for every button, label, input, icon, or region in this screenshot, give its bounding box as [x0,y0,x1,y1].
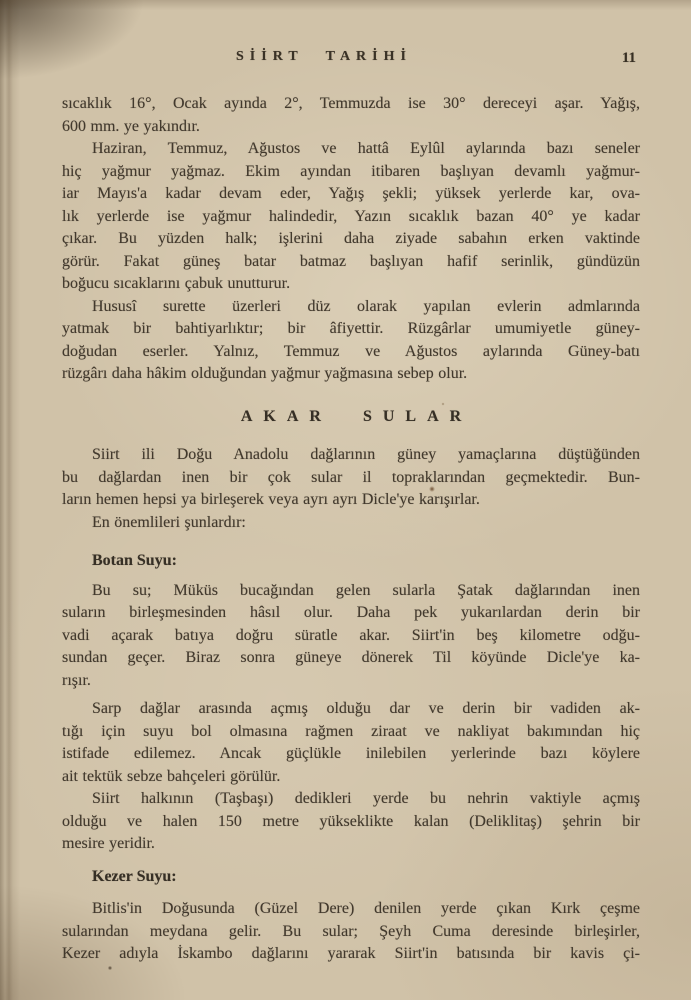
text-line: bu dağlardan inen bir çok sular il topraklarından geçmektedir. Bun- [62,468,640,486]
text-line: Siirt ili Doğu Anadolu dağlarının güney yamaçlarına düştüğünden [92,446,640,463]
text-line: iar Mayıs'a kadar devam eder, Yağış şekli; yüksek yerlerde kar, ova- [62,185,640,202]
text-line: görür. Fakat güneş batar batmaz başlıyan hafif serinlik, gündüzün [62,252,640,270]
text-line: rışır. [62,671,91,689]
text-line: doğudan eserler. Yalnız, Temmuz ve Ağustos aylarında Güney-batı [62,342,640,360]
text-line: Hususî surette üzerleri düz olarak yapılan evlerin admlarında [92,297,640,315]
text-line: Bitlis'in Doğusunda (Güzel Dere) denilen yerde çıkan Kırk çeşme [92,900,640,917]
text-line: ların hemen hepsi ya birleşerek veya ayrı ayrı Dicle'ye karışırlar. [62,491,480,508]
text-line: sıcaklık 16°, Ocak ayında 2°, Temmuzda ise 30° dereceyi aşar. Yağış, [62,95,640,112]
paragraph-botan-course [62,580,640,693]
text-line: mesire yeridir. [62,835,155,852]
text-line: boğucu sıcaklarını çabuk unutturur. [62,275,291,292]
text-line: tığı için suyu bol olmasına rağmen ziraat ve nakliyat bakımından hiç [62,722,640,740]
paragraph-climate-continuation [62,93,640,138]
paragraph-tasbasi [62,788,640,856]
paragraph-summer-rain [62,138,640,296]
text-line: yatmak bir bahtiyarlıktır; bir âfiyettir. Rüzgârlar umumiyetle güney- [62,320,640,337]
text-line: Sarp dağlar arasında açmış olduğu dar ve derin bir vadiden ak- [92,700,640,717]
paragraph-botan-valley [62,698,640,788]
running-header-title: SİİRT TARİHİ [236,49,412,64]
subsection-heading-botan-suyu: Botan Suyu: [92,552,177,569]
text-line: olduğu ve halen 150 metre yükseklikte kalan (Deliklitaş) şehrin bir [62,812,640,830]
text-line: Siirt halkının (Taşbaşı) dedikleri yerde bu nehrin vaktiyle açmış [92,790,640,807]
text-line: çıkar. Bu yüzden halk; işlerini daha ziyade sabahın erken vaktinde [62,230,640,247]
page-body-text [62,93,640,966]
paragraph-kezer-source [62,898,640,966]
running-header [62,49,640,71]
text-line: hiç yağmur yağmaz. Ekim ayından itibaren başlıyan devamlı yağmur- [62,162,640,180]
text-line: vadi açarak batıya doğru süratle akar. Siirt'in beş kilometre odğu- [62,626,640,644]
paragraph-most-important [62,512,640,535]
text-line: Haziran, Temmuz, Ağustos ve hattâ Eylûl aylarında bazı seneler [92,140,640,157]
text-line: rüzgârı daha hâkim olduğundan yağmur yağmasına sebep olur. [62,365,468,382]
page-number: 11 [621,50,636,66]
text-line: 600 mm. ye yakındır. [62,117,200,135]
text-line: En önemlileri şunlardır: [92,513,246,531]
text-line: lık yerlerde ise yağmur halindedir, Yazın sıcaklık bazan 40° ye kadar [62,207,640,225]
paragraph-rivers-intro [62,444,640,512]
text-line: Kezer adıyla İskambo dağlarını yararak Siirt'in batısında bir kavis çi- [62,945,640,962]
paragraph-roofs-winds [62,296,640,386]
text-line: ait tektük sebze bahçeleri görülür. [62,767,281,785]
text-line: Bu su; Müküs bucağından gelen sularla Şatak dağlarından inen [92,581,640,599]
text-line: sundan geçer. Biraz sonra güneye dönerek Til köyünde Dicle'ye ka- [62,649,640,666]
text-line: istifade edilemez. Ancak güçlükle inilebilen yerlerinde bazı köylere [62,745,640,762]
section-heading-akar-sular: AKAR SULAR [240,407,473,425]
text-line: suların birleşmesinden hâsıl olur. Daha pek yukarılardan derin bir [62,604,640,621]
text-line: sularından meydana gelir. Bu sular; Şeyh Cuma deresinde birleşirler, [62,922,640,940]
subsection-heading-kezer-suyu: Kezer Suyu: [92,867,177,885]
